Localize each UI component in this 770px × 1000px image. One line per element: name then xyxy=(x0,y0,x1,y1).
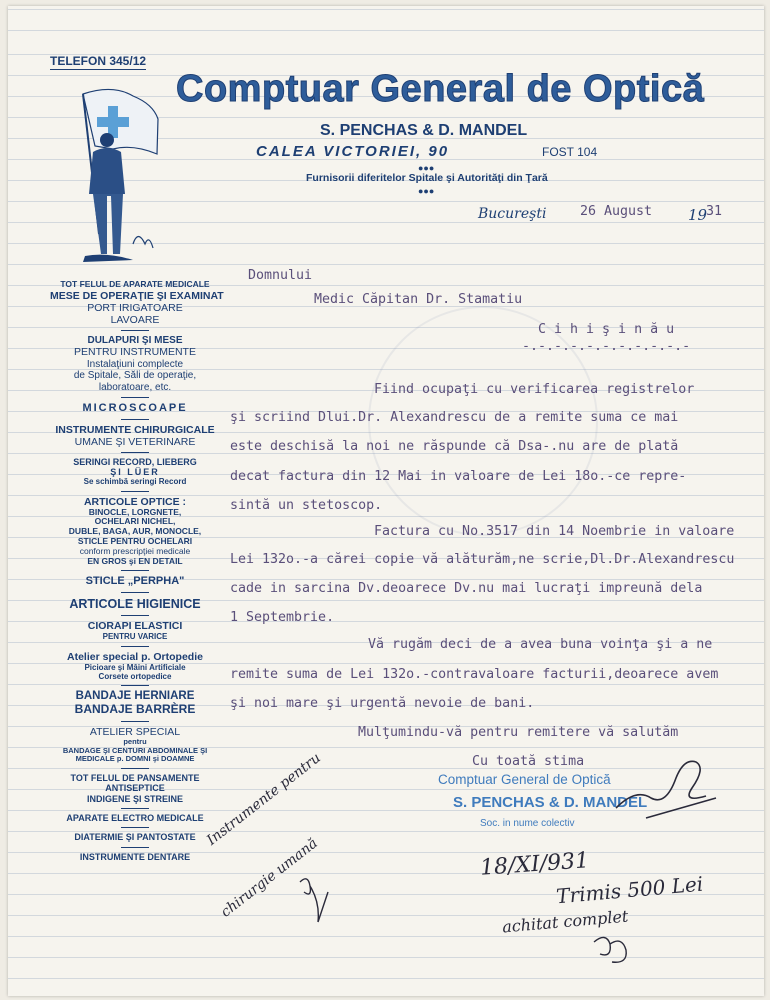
recipient-city: C i h i ş i n ă u xyxy=(538,322,675,337)
sidebar-text: MICROSCOAPE xyxy=(82,402,188,415)
sidebar-text: STICLE PENTRU OCHELARI xyxy=(77,536,193,547)
letter-line: Factura cu No.3517 din 14 Noembrie in valoare xyxy=(374,524,735,539)
sidebar-text: DULAPURI ŞI MESE xyxy=(87,334,183,346)
sidebar-text: BANDAJE BARRÈRE xyxy=(74,702,196,717)
sidebar-text: MESE DE OPERAŢIE ŞI EXAMINAT xyxy=(50,289,224,302)
sidebar-text: PENTRU VARICE xyxy=(102,632,168,642)
stamp-company: Comptuar General de Optică xyxy=(438,772,611,787)
place-city: Bucureşti xyxy=(478,206,547,222)
year-suffix: 31 xyxy=(706,204,723,219)
date-day-month: 26 August xyxy=(580,204,653,219)
stamp-note: Soc. in nume colectiv xyxy=(480,818,575,829)
letter-line: decat factura din 12 Mai in valoare de Lei 18o.-ce repre- xyxy=(230,469,687,484)
handwritten-paid: achitat complet xyxy=(501,906,630,937)
letter-line: remite suma de Lei 132o.-contravaloare facturii,deoarece avem xyxy=(230,667,719,682)
sidebar-text: de Spitale, Săli de operaţie, xyxy=(73,370,197,382)
former-address: FOST 104 xyxy=(542,145,598,159)
sidebar-text: BINOCLE, LORGNETE, xyxy=(88,506,182,517)
city-underline: -.-.-.-.-.-.-.-.-.-.- xyxy=(522,339,691,354)
sidebar-text: BANDAGE ŞI CENTURI ABDOMINALE ŞI xyxy=(62,745,208,755)
salutation: Domnului xyxy=(248,268,313,283)
letter-line: este deschisă la noi ne răspunde că Dsa-.nu are de plată xyxy=(230,439,679,454)
sidebar-text: Atelier special p. Ortopedie xyxy=(67,650,203,663)
sidebar-text: PENTRU INSTRUMENTE xyxy=(74,346,196,359)
street-address: CALEA VICTORIEI, 90 xyxy=(256,143,450,160)
sidebar-text: laboratoare, etc. xyxy=(98,381,172,393)
sidebar-text: MEDICALE p. DOMNI şi DOAMNE xyxy=(75,754,195,764)
telephone-number: TELEFON 345/12 xyxy=(50,54,147,68)
letter-line: cade in sarcina Dv.deoarece Dv.nu mai lucraţi impreună dela xyxy=(230,581,703,596)
sidebar-text: LAVOARE xyxy=(110,313,160,326)
sidebar-text: TOT FELUL DE APARATE MEDICALE xyxy=(60,279,210,289)
stamp-partners: S. PENCHAS & D. MANDEL xyxy=(453,794,648,811)
sidebar-text: APARATE ELECTRO MEDICALE xyxy=(66,813,204,823)
sidebar-text: EN GROS şi EN DETAIL xyxy=(87,555,183,566)
header-divider-dots-2: ●●● xyxy=(418,186,435,196)
sidebar-product-list xyxy=(50,279,224,862)
sidebar-text: ARTICOLE HIGIENICE xyxy=(69,596,201,611)
sidebar-text: Corsete ortopedice xyxy=(98,671,172,681)
sidebar-text: INSTRUMENTE CHIRURGICALE xyxy=(55,423,215,436)
margin-note-2: chirurgie umană xyxy=(218,835,321,921)
sidebar-text: BANDAJE HERNIARE xyxy=(75,690,195,703)
handwritten-sent: Trimis 500 Lei xyxy=(555,871,705,909)
recipient: Medic Căpitan Dr. Stamatiu xyxy=(314,292,523,307)
sidebar-text: TOT FELUL DE PANSAMENTE xyxy=(70,772,200,783)
sidebar-text: DUBLE, BAGA, AUR, MONOCLE, xyxy=(68,526,202,537)
sidebar-text: PORT IRIGATOARE xyxy=(87,301,183,314)
sidebar-text: conform prescripţiei medicale xyxy=(79,545,191,556)
letter-line: Vă rugăm deci de a avea buna voinţa şi a ne xyxy=(368,637,713,652)
sidebar-text: Picioare şi Mâini Artificiale xyxy=(84,662,186,672)
sidebar-text: DIATERMIE ŞI PANTOSTATE xyxy=(74,832,196,843)
year-prefix: 19 xyxy=(688,206,708,224)
sidebar-text: ANTISEPTICE xyxy=(105,783,165,794)
letter-line: 1 Septembrie. xyxy=(230,610,335,625)
sidebar-text: ATELIER SPECIAL xyxy=(89,726,181,739)
sidebar-text: Se schimbă seringi Record xyxy=(83,477,187,487)
letter-line: sintă un stetoscop. xyxy=(230,498,383,513)
letter-line: Mulţumindu-vă pentru remitere vă salutăm xyxy=(358,725,679,740)
letter-line: şi scriind Dlui.Dr. Alexandrescu de a remite suma ce mai xyxy=(230,410,679,425)
company-tagline: Furnisorii diferitelor Spitale şi Autorităţi din Ţară xyxy=(306,172,548,184)
sidebar-text: UMANE ŞI VETERINARE xyxy=(74,435,196,448)
initials-mark-icon xyxy=(294,872,334,932)
sidebar-text: ARTICOLE OPTICE : xyxy=(83,495,187,508)
company-title: Comptuar General de Optică xyxy=(176,68,705,110)
sidebar-text: OCHELARI NICHEL, xyxy=(94,516,176,527)
sidebar-text: INDIGENE ŞI STREINE xyxy=(86,793,184,804)
sidebar-text: ŞI LÜER xyxy=(110,467,160,478)
sidebar-text: pentru xyxy=(123,737,147,747)
closing: Cu toată stima xyxy=(472,754,585,769)
letter-line: Lei 132o.-a cărei copie vă alăturăm,ne scrie,Dl.Dr.Alexandrescu xyxy=(230,552,735,567)
sidebar-text: CIORAPI ELASTICI xyxy=(87,620,183,633)
sidebar-text: SERINGI RECORD, LIEBERG xyxy=(73,456,197,467)
partners-name: S. PENCHAS & D. MANDEL xyxy=(320,122,528,139)
signature-icon xyxy=(606,748,726,828)
sidebar-text: STICLE „PERPHA" xyxy=(85,575,185,588)
handwritten-date: 18/XI/931 xyxy=(479,848,590,881)
sidebar-text: INSTRUMENTE DENTARE xyxy=(79,851,191,862)
letter-line: Fiind ocupaţi cu verificarea registrelor xyxy=(374,382,695,397)
letter-line: şi noi mare şi urgentă nevoie de bani. xyxy=(230,696,535,711)
sidebar-text: Instalaţiuni complecte xyxy=(86,358,184,370)
letter-paper xyxy=(8,6,764,996)
soldier-flag-logo-icon xyxy=(63,84,173,274)
initials-mark-2-icon xyxy=(588,928,638,974)
margin-note-1: Instrumente pentru xyxy=(204,750,324,849)
header-divider-dots: ●●● xyxy=(418,163,435,173)
